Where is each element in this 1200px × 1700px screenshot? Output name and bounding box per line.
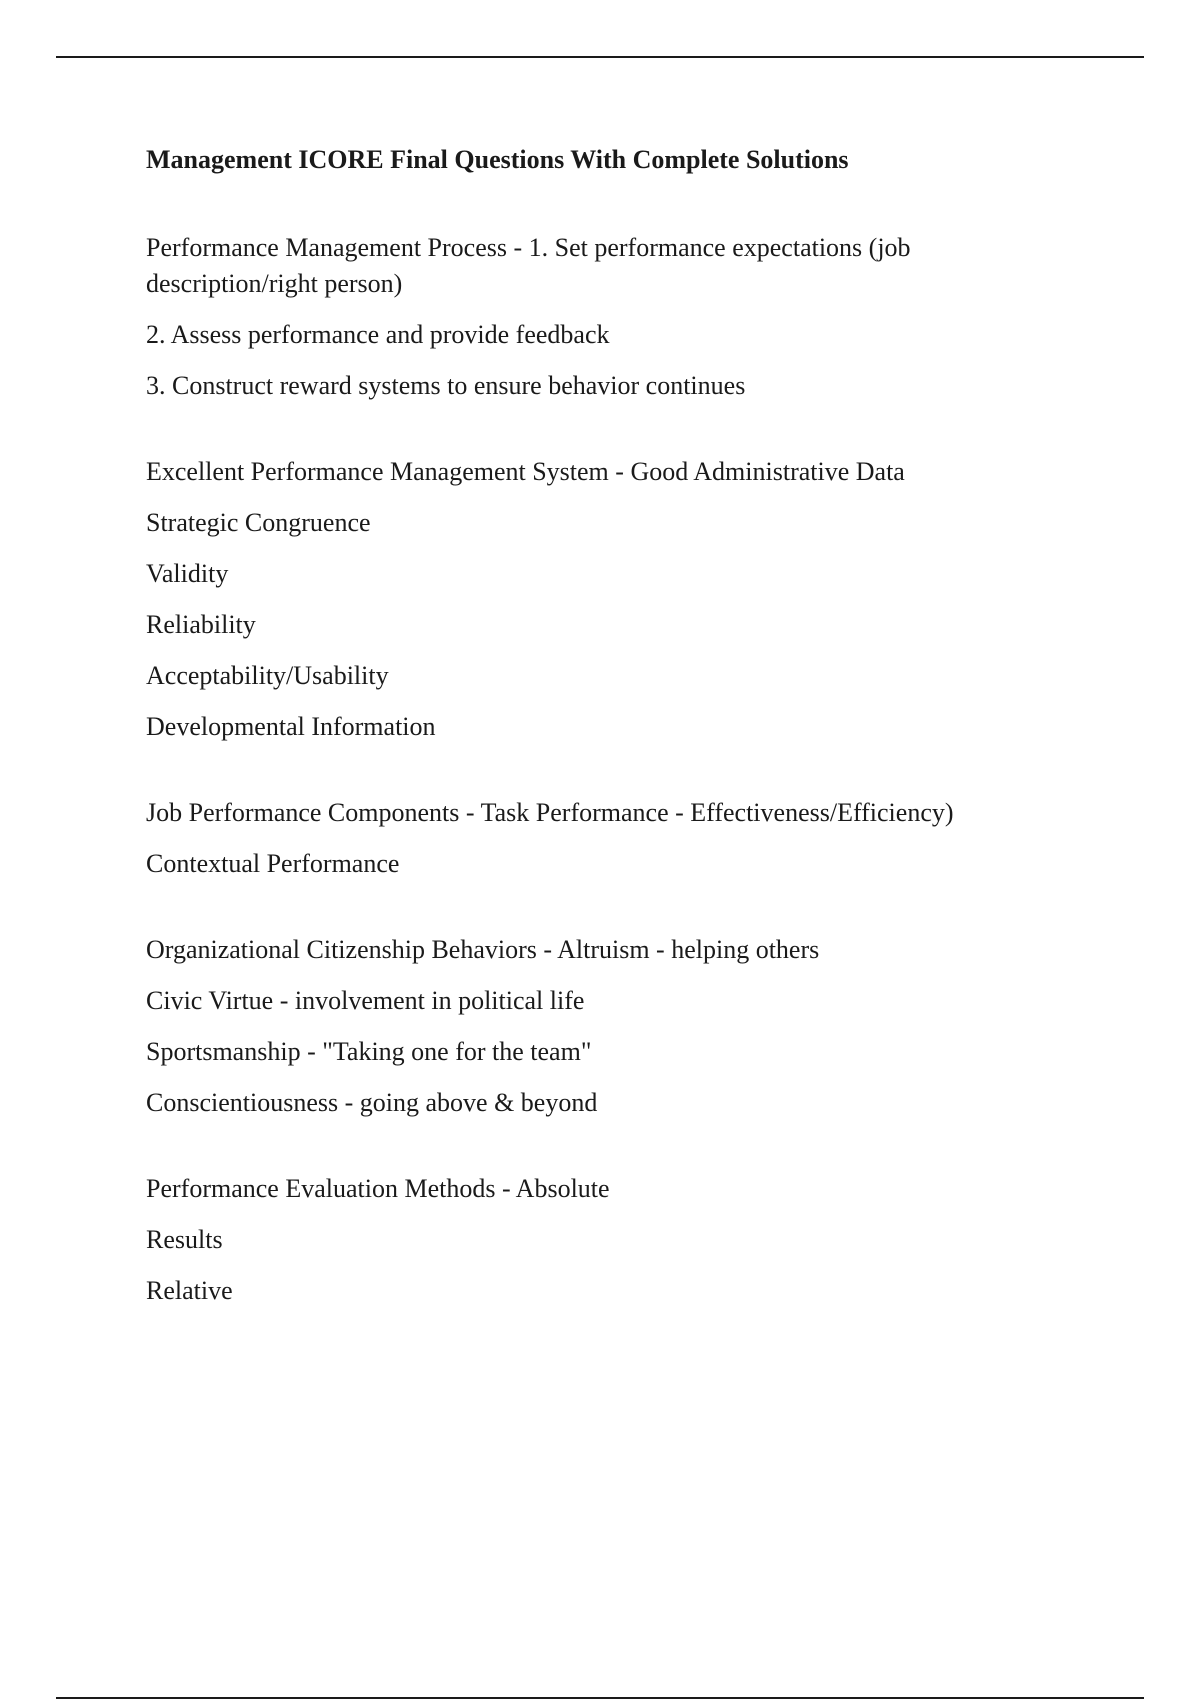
- document-title: Management ICORE Final Questions With Complete Solutions: [146, 145, 849, 174]
- text-line: Validity: [146, 559, 229, 588]
- footer-rule: [56, 1697, 1144, 1699]
- section-job-performance-components: [146, 795, 1066, 882]
- text-line: Contextual Performance: [146, 849, 400, 878]
- section-performance-management-process: [146, 230, 1066, 404]
- text-line: Civic Virtue - involvement in political life: [146, 986, 585, 1015]
- document-body: [146, 144, 1066, 1359]
- section-organizational-citizenship: [146, 932, 1066, 1121]
- text-line: Developmental Information: [146, 712, 436, 741]
- text-line: Conscientiousness - going above & beyond: [146, 1088, 598, 1117]
- text-line: Reliability: [146, 610, 256, 639]
- text-line: Excellent Performance Management System - Good Administrative Data: [146, 457, 905, 486]
- header-rule: [56, 56, 1144, 58]
- text-line: 3. Construct reward systems to ensure behavior continues: [146, 371, 746, 400]
- section-performance-evaluation-methods: [146, 1171, 1066, 1309]
- text-line: Acceptability/Usability: [146, 661, 389, 690]
- text-line: Results: [146, 1225, 223, 1254]
- text-line: Sportsmanship - "Taking one for the team": [146, 1037, 592, 1066]
- text-line: Job Performance Components - Task Performance - Effectiveness/Efficiency): [146, 798, 954, 827]
- text-line: 2. Assess performance and provide feedback: [146, 320, 610, 349]
- text-line: Relative: [146, 1276, 233, 1305]
- text-line: Performance Evaluation Methods - Absolute: [146, 1174, 610, 1203]
- section-excellent-pm-system: [146, 454, 1066, 745]
- text-line: Performance Management Process - 1. Set performance expectations (job description/right person): [146, 233, 911, 298]
- text-line: Strategic Congruence: [146, 508, 371, 537]
- text-line: Organizational Citizenship Behaviors - Altruism - helping others: [146, 935, 820, 964]
